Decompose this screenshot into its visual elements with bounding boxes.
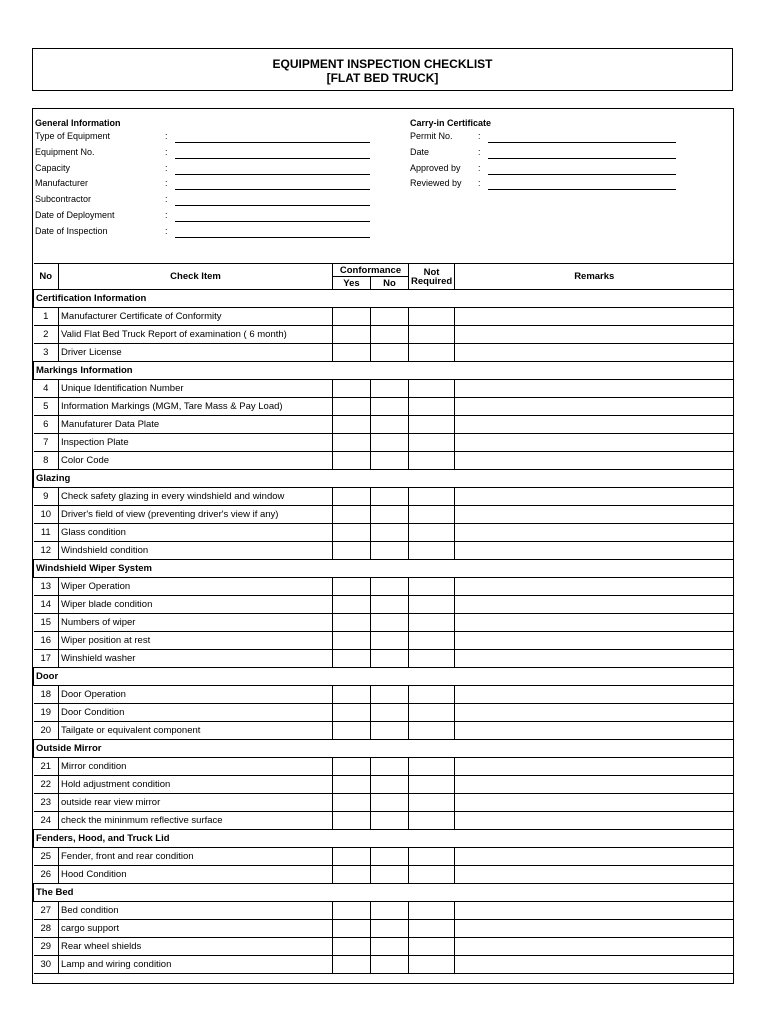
not-required-cell[interactable] (409, 434, 455, 452)
conformance-yes-cell[interactable] (333, 542, 371, 560)
check-item-text: Glass condition (59, 524, 333, 542)
column-header-check-item: Check Item (59, 264, 333, 290)
conformance-no-cell[interactable] (371, 722, 409, 740)
table-row (34, 866, 734, 884)
table-row (34, 398, 734, 416)
conformance-no-cell[interactable] (371, 416, 409, 434)
conformance-no-cell[interactable] (371, 650, 409, 668)
date-of-deployment-colon: : (165, 210, 168, 220)
table-row (34, 938, 734, 956)
conformance-no-cell[interactable] (371, 614, 409, 632)
type-of-equipment-colon: : (165, 131, 168, 141)
item-number: 8 (34, 452, 59, 470)
not-required-cell[interactable] (409, 920, 455, 938)
not-required-cell[interactable] (409, 632, 455, 650)
date-label: Date (410, 146, 430, 157)
conformance-no-cell[interactable] (371, 488, 409, 506)
table-row (34, 920, 734, 938)
item-number: 13 (34, 578, 59, 596)
approved-by-label: Approved by (410, 162, 461, 173)
column-header-conformance-no: No (371, 277, 409, 290)
check-item-text: Check safety glazing in every windshield and window (59, 488, 333, 506)
manufacturer-label: Manufacturer (35, 178, 89, 189)
section-row (34, 740, 734, 758)
remarks-cell[interactable] (455, 938, 734, 956)
not-required-cell[interactable] (409, 308, 455, 326)
table-row (34, 650, 734, 668)
remarks-cell[interactable] (455, 326, 734, 344)
remarks-cell[interactable] (455, 488, 734, 506)
check-item-text: Door Operation (59, 686, 333, 704)
table-row (34, 722, 734, 740)
conformance-yes-cell[interactable] (333, 326, 371, 344)
equipment-no-field (35, 147, 370, 163)
item-number: 29 (34, 938, 59, 956)
conformance-yes-cell[interactable] (333, 704, 371, 722)
item-number: 22 (34, 776, 59, 794)
not-required-cell[interactable] (409, 722, 455, 740)
conformance-yes-cell[interactable] (333, 848, 371, 866)
table-row (34, 812, 734, 830)
check-item-text: Windshield condition (59, 542, 333, 560)
check-item-text: Fender, front and rear condition (59, 848, 333, 866)
check-item-text: Lamp and wiring condition (59, 956, 333, 974)
section-row (34, 362, 734, 380)
column-header-no: No (34, 264, 59, 290)
conformance-no-cell[interactable] (371, 344, 409, 362)
not-required-cell[interactable] (409, 380, 455, 398)
item-number: 18 (34, 686, 59, 704)
conformance-yes-cell[interactable] (333, 938, 371, 956)
check-item-text: Manufacturer Certificate of Conformity (59, 308, 333, 326)
table-row (34, 452, 734, 470)
item-number: 11 (34, 524, 59, 542)
column-header-remarks: Remarks (455, 264, 734, 290)
remarks-cell[interactable] (455, 920, 734, 938)
item-number: 7 (34, 434, 59, 452)
remarks-cell[interactable] (455, 506, 734, 524)
item-number: 24 (34, 812, 59, 830)
capacity-field (35, 163, 370, 179)
check-item-text: Winshield washer (59, 650, 333, 668)
subcontractor-label: Subcontractor (35, 194, 92, 205)
table-row (34, 686, 734, 704)
not-required-cell[interactable] (409, 812, 455, 830)
item-number: 10 (34, 506, 59, 524)
conformance-yes-cell[interactable] (333, 650, 371, 668)
not-required-cell[interactable] (409, 686, 455, 704)
item-number: 27 (34, 902, 59, 920)
section-row (34, 470, 734, 488)
section-title: Fenders, Hood, and Truck Lid (34, 830, 734, 848)
remarks-cell[interactable] (455, 632, 734, 650)
item-number: 15 (34, 614, 59, 632)
conformance-no-cell[interactable] (371, 812, 409, 830)
permit-no-label: Permit No. (410, 131, 453, 141)
check-item-text: Wiper position at rest (59, 632, 333, 650)
capacity-label: Capacity (35, 162, 71, 173)
remarks-cell[interactable] (455, 578, 734, 596)
conformance-yes-cell[interactable] (333, 794, 371, 812)
table-row (34, 434, 734, 452)
section-row (34, 290, 734, 308)
manufacturer-field (35, 178, 370, 194)
remarks-cell[interactable] (455, 344, 734, 362)
section-title: Glazing (34, 470, 734, 488)
date-colon: : (478, 146, 481, 157)
item-number: 14 (34, 596, 59, 614)
item-number: 16 (34, 632, 59, 650)
conformance-no-cell[interactable] (371, 848, 409, 866)
type-of-equipment-field (35, 131, 370, 147)
conformance-yes-cell[interactable] (333, 614, 371, 632)
check-item-text: Bed condition (59, 902, 333, 920)
remarks-cell[interactable] (455, 398, 734, 416)
equipment-no-label: Equipment No. (35, 146, 95, 157)
conformance-no-cell[interactable] (371, 578, 409, 596)
check-item-text: Hood Condition (59, 866, 333, 884)
not-required-line-2: Required (411, 275, 453, 287)
table-row (34, 848, 734, 866)
table-row (34, 776, 734, 794)
item-number: 19 (34, 704, 59, 722)
section-row (34, 668, 734, 686)
table-row (34, 956, 734, 974)
document-subtitle: [FLAT BED TRUCK] (326, 71, 439, 85)
conformance-no-cell[interactable] (371, 866, 409, 884)
remarks-cell[interactable] (455, 434, 734, 452)
section-row (34, 560, 734, 578)
check-item-text: Numbers of wiper (59, 614, 333, 632)
remarks-cell[interactable] (455, 722, 734, 740)
conformance-yes-cell[interactable] (333, 758, 371, 776)
date-of-deployment-label: Date of Deployment (35, 210, 115, 220)
conformance-yes-cell[interactable] (333, 488, 371, 506)
conformance-yes-cell[interactable] (333, 506, 371, 524)
date-of-inspection-colon: : (165, 225, 168, 236)
item-number: 26 (34, 866, 59, 884)
conformance-no-cell[interactable] (371, 434, 409, 452)
conformance-no-cell[interactable] (371, 326, 409, 344)
item-number: 6 (34, 416, 59, 434)
checklist-form (32, 108, 734, 984)
date-input-line[interactable] (488, 158, 676, 159)
check-item-text: Mirror condition (59, 758, 333, 776)
subcontractor-field (35, 194, 370, 210)
conformance-no-cell[interactable] (371, 452, 409, 470)
remarks-cell[interactable] (455, 614, 734, 632)
check-item-text: Driver's field of view (preventing driver's view if any) (59, 506, 333, 524)
table-row (34, 416, 734, 434)
not-required-cell[interactable] (409, 956, 455, 974)
carry-in-certificate-section (410, 118, 710, 198)
conformance-no-cell[interactable] (371, 398, 409, 416)
remarks-cell[interactable] (455, 758, 734, 776)
column-header-conformance: Conformance (333, 264, 409, 277)
conformance-yes-cell[interactable] (333, 578, 371, 596)
conformance-no-cell[interactable] (371, 956, 409, 974)
date-field (410, 147, 676, 163)
not-required-cell[interactable] (409, 488, 455, 506)
check-item-text: Driver License (59, 344, 333, 362)
section-title: Markings Information (34, 362, 734, 380)
not-required-cell[interactable] (409, 416, 455, 434)
not-required-cell[interactable] (409, 452, 455, 470)
conformance-no-cell[interactable] (371, 704, 409, 722)
conformance-yes-cell[interactable] (333, 452, 371, 470)
subcontractor-input-line[interactable] (175, 205, 370, 206)
not-required-cell[interactable] (409, 866, 455, 884)
table-row (34, 488, 734, 506)
approved-by-input-line[interactable] (488, 174, 676, 175)
check-item-text: Manufaturer Data Plate (59, 416, 333, 434)
conformance-no-cell[interactable] (371, 794, 409, 812)
item-number: 28 (34, 920, 59, 938)
remarks-cell[interactable] (455, 452, 734, 470)
item-number: 20 (34, 722, 59, 740)
remarks-cell[interactable] (455, 848, 734, 866)
not-required-cell[interactable] (409, 776, 455, 794)
item-number: 2 (34, 326, 59, 344)
title-box (32, 48, 733, 91)
check-item-text: Valid Flat Bed Truck Report of examination ( 6 month) (59, 326, 333, 344)
item-number: 3 (34, 344, 59, 362)
table-row (34, 704, 734, 722)
table-row (34, 506, 734, 524)
reviewed-by-field (410, 178, 676, 194)
reviewed-by-colon: : (478, 178, 481, 189)
remarks-cell[interactable] (455, 650, 734, 668)
check-item-text: Inspection Plate (59, 434, 333, 452)
item-number: 25 (34, 848, 59, 866)
conformance-yes-cell[interactable] (333, 524, 371, 542)
item-number: 17 (34, 650, 59, 668)
check-item-text: Tailgate or equivalent component (59, 722, 333, 740)
item-number: 23 (34, 794, 59, 812)
column-header-not-required (409, 264, 455, 290)
date-of-inspection-label: Date of Inspection (35, 225, 108, 236)
remarks-cell[interactable] (455, 542, 734, 560)
section-row (34, 830, 734, 848)
conformance-yes-cell[interactable] (333, 956, 371, 974)
table-row (34, 326, 734, 344)
remarks-cell[interactable] (455, 812, 734, 830)
table-row (34, 794, 734, 812)
conformance-no-cell[interactable] (371, 686, 409, 704)
remarks-cell[interactable] (455, 794, 734, 812)
remarks-cell[interactable] (455, 380, 734, 398)
permit-no-input-line[interactable] (488, 142, 676, 143)
section-title: Certification Information (34, 290, 734, 308)
table-row (34, 380, 734, 398)
conformance-yes-cell[interactable] (333, 776, 371, 794)
check-item-text: check the mininmum reflective surface (59, 812, 333, 830)
conformance-yes-cell[interactable] (333, 902, 371, 920)
section-title: Windshield Wiper System (34, 560, 734, 578)
table-row (34, 632, 734, 650)
conformance-yes-cell[interactable] (333, 416, 371, 434)
table-row (34, 344, 734, 362)
date-of-inspection-input-line[interactable] (175, 237, 370, 238)
checklist-table (33, 263, 734, 974)
date-of-deployment-input-line[interactable] (175, 221, 370, 222)
reviewed-by-input-line[interactable] (488, 189, 676, 190)
conformance-yes-cell[interactable] (333, 812, 371, 830)
conformance-yes-cell[interactable] (333, 596, 371, 614)
table-row (34, 614, 734, 632)
manufacturer-colon: : (165, 178, 168, 189)
not-required-cell[interactable] (409, 848, 455, 866)
conformance-no-cell[interactable] (371, 758, 409, 776)
section-title: The Bed (34, 884, 734, 902)
check-item-text: Door Condition (59, 704, 333, 722)
equipment-no-input-line[interactable] (175, 158, 370, 159)
not-required-cell[interactable] (409, 794, 455, 812)
item-number: 30 (34, 956, 59, 974)
capacity-input-line[interactable] (175, 174, 370, 175)
subcontractor-colon: : (165, 194, 168, 205)
check-item-text: Wiper blade condition (59, 596, 333, 614)
not-required-cell[interactable] (409, 506, 455, 524)
item-number: 5 (34, 398, 59, 416)
conformance-no-cell[interactable] (371, 308, 409, 326)
approved-by-field (410, 163, 676, 179)
remarks-cell[interactable] (455, 596, 734, 614)
table-row (34, 758, 734, 776)
conformance-yes-cell[interactable] (333, 380, 371, 398)
conformance-yes-cell[interactable] (333, 344, 371, 362)
conformance-no-cell[interactable] (371, 938, 409, 956)
conformance-yes-cell[interactable] (333, 308, 371, 326)
remarks-cell[interactable] (455, 956, 734, 974)
general-information-heading: General Information (35, 118, 121, 128)
table-row (34, 902, 734, 920)
remarks-cell[interactable] (455, 902, 734, 920)
not-required-cell[interactable] (409, 758, 455, 776)
conformance-no-cell[interactable] (371, 542, 409, 560)
section-title: Door (34, 668, 734, 686)
check-item-text: Information Markings (MGM, Tare Mass & Pay Load) (59, 398, 333, 416)
conformance-no-cell[interactable] (371, 632, 409, 650)
conformance-yes-cell[interactable] (333, 866, 371, 884)
not-required-cell[interactable] (409, 578, 455, 596)
check-item-text: outside rear view mirror (59, 794, 333, 812)
not-required-cell[interactable] (409, 902, 455, 920)
not-required-cell[interactable] (409, 326, 455, 344)
conformance-yes-cell[interactable] (333, 434, 371, 452)
remarks-cell[interactable] (455, 416, 734, 434)
remarks-cell[interactable] (455, 776, 734, 794)
type-of-equipment-label: Type of Equipment (35, 131, 111, 141)
conformance-no-cell[interactable] (371, 920, 409, 938)
remarks-cell[interactable] (455, 524, 734, 542)
not-required-cell[interactable] (409, 650, 455, 668)
conformance-no-cell[interactable] (371, 902, 409, 920)
table-row (34, 596, 734, 614)
reviewed-by-label: Reviewed by (410, 178, 462, 189)
check-item-text: Unique Identification Number (59, 380, 333, 398)
not-required-cell[interactable] (409, 524, 455, 542)
not-required-cell[interactable] (409, 542, 455, 560)
date-of-inspection-field (35, 226, 370, 242)
permit-no-field (410, 131, 676, 147)
conformance-yes-cell[interactable] (333, 632, 371, 650)
conformance-no-cell[interactable] (371, 524, 409, 542)
check-item-text: Rear wheel shields (59, 938, 333, 956)
not-required-cell[interactable] (409, 614, 455, 632)
capacity-colon: : (165, 162, 168, 173)
item-number: 1 (34, 308, 59, 326)
not-required-cell[interactable] (409, 398, 455, 416)
item-number: 9 (34, 488, 59, 506)
equipment-no-colon: : (165, 146, 168, 157)
type-of-equipment-input-line[interactable] (175, 142, 370, 143)
remarks-cell[interactable] (455, 866, 734, 884)
remarks-cell[interactable] (455, 308, 734, 326)
check-item-text: Wiper Operation (59, 578, 333, 596)
item-number: 12 (34, 542, 59, 560)
document-title: EQUIPMENT INSPECTION CHECKLIST (272, 57, 493, 71)
table-row (34, 308, 734, 326)
conformance-yes-cell[interactable] (333, 398, 371, 416)
permit-no-colon: : (478, 131, 481, 141)
remarks-cell[interactable] (455, 686, 734, 704)
not-required-cell[interactable] (409, 938, 455, 956)
carry-in-certificate-heading: Carry-in Certificate (410, 118, 492, 128)
date-of-deployment-field (35, 210, 370, 226)
table-row (34, 524, 734, 542)
remarks-cell[interactable] (455, 704, 734, 722)
check-item-text: Color Code (59, 452, 333, 470)
section-row (34, 884, 734, 902)
conformance-no-cell[interactable] (371, 596, 409, 614)
not-required-cell[interactable] (409, 704, 455, 722)
column-header-yes: Yes (333, 277, 371, 290)
item-number: 21 (34, 758, 59, 776)
table-row (34, 578, 734, 596)
conformance-yes-cell[interactable] (333, 722, 371, 740)
conformance-no-cell[interactable] (371, 380, 409, 398)
conformance-yes-cell[interactable] (333, 686, 371, 704)
section-title: Outside Mirror (34, 740, 734, 758)
manufacturer-input-line[interactable] (175, 189, 370, 190)
check-item-text: Hold adjustment condition (59, 776, 333, 794)
conformance-yes-cell[interactable] (333, 920, 371, 938)
approved-by-colon: : (478, 162, 481, 173)
conformance-no-cell[interactable] (371, 776, 409, 794)
item-number: 4 (34, 380, 59, 398)
table-row (34, 542, 734, 560)
conformance-no-cell[interactable] (371, 506, 409, 524)
check-item-text: cargo support (59, 920, 333, 938)
not-required-cell[interactable] (409, 596, 455, 614)
not-required-line-1: Not (423, 266, 440, 278)
general-information-section (35, 118, 395, 258)
not-required-cell[interactable] (409, 344, 455, 362)
